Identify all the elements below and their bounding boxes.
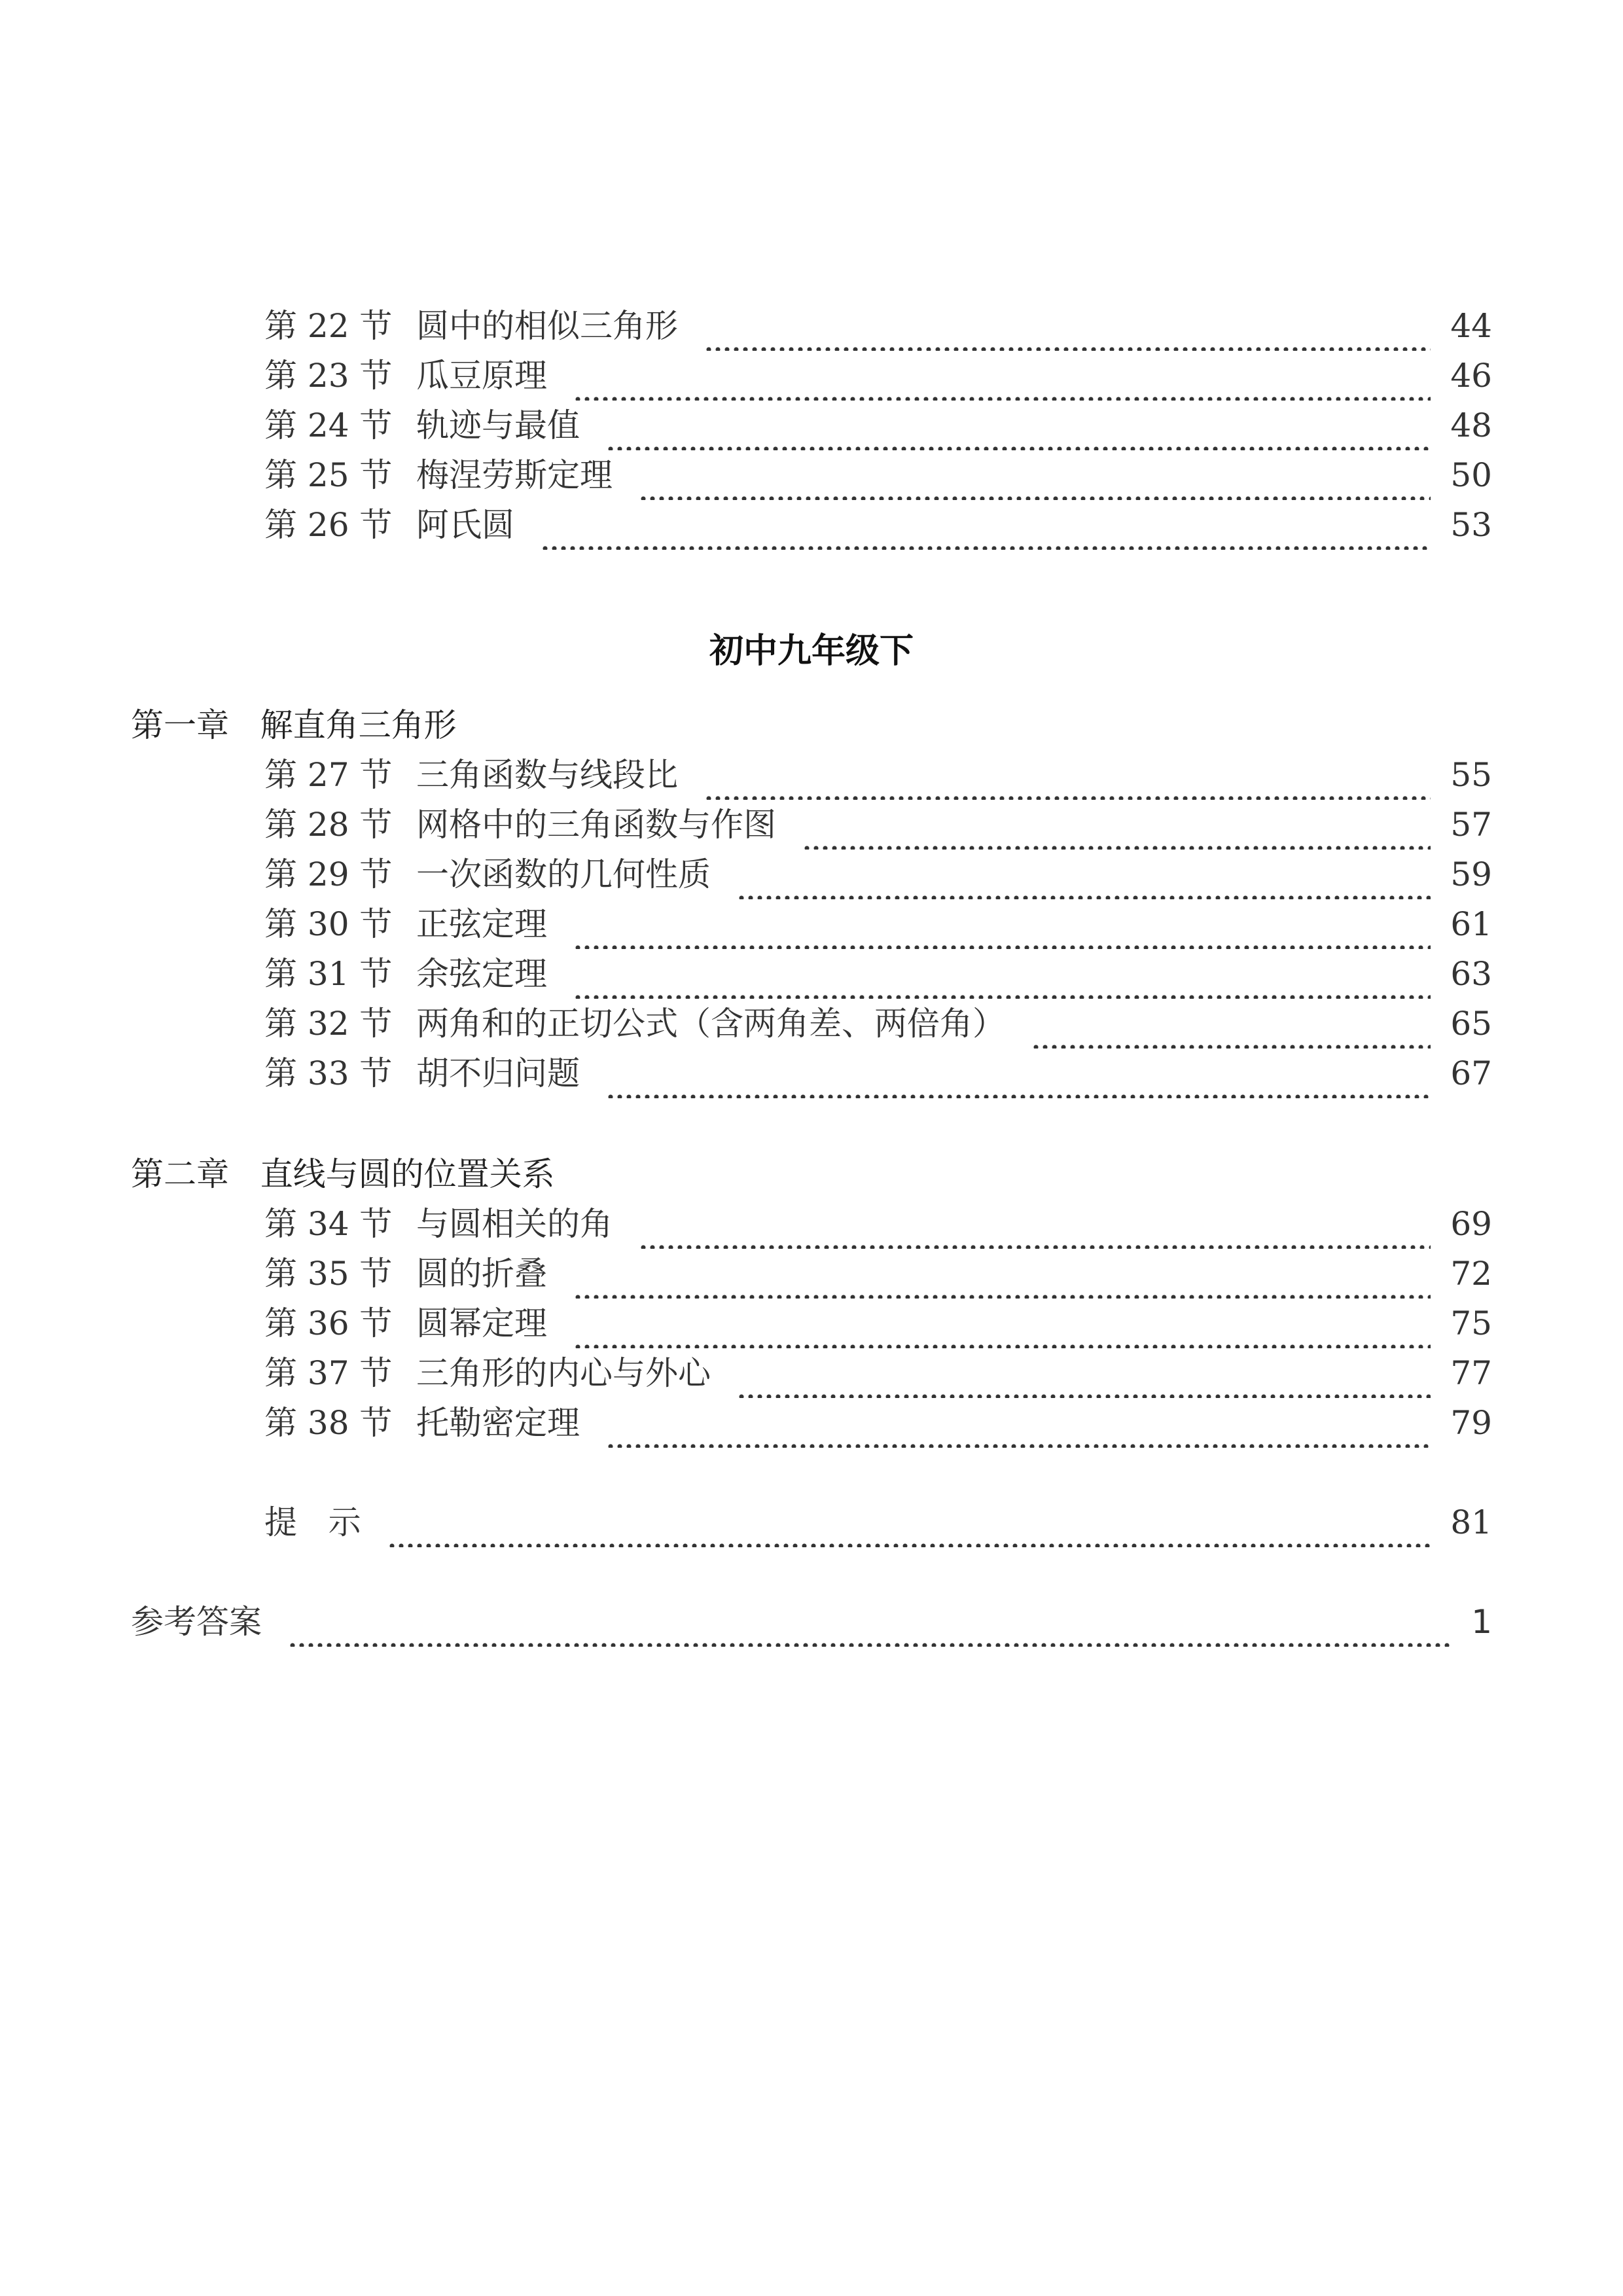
section-title: 圆的折叠 <box>416 1255 547 1293</box>
answers-label: 参考答案 <box>131 1603 262 1641</box>
leader-dots <box>737 850 1431 899</box>
section-number: 第 27 节 <box>264 756 393 794</box>
chapter-heading[interactable]: 第一章 解直角三角形 <box>131 706 457 744</box>
section-number: 第 34 节 <box>264 1205 393 1243</box>
toc-entry[interactable] <box>0 1049 1623 1098</box>
leader-dots <box>1031 999 1431 1049</box>
page-number: 44 <box>1450 307 1492 345</box>
section-title: 轨迹与最值 <box>416 406 580 444</box>
page-number: 67 <box>1450 1054 1492 1092</box>
toc-entry[interactable] <box>0 301 1623 351</box>
page-number: 77 <box>1450 1354 1492 1392</box>
toc-entry[interactable] <box>0 850 1623 899</box>
section-number: 第 29 节 <box>264 855 393 893</box>
section-title: 三角函数与线段比 <box>416 756 678 794</box>
toc-entry[interactable] <box>0 1398 1623 1448</box>
leader-dots <box>639 450 1431 500</box>
toc-entry[interactable] <box>0 800 1623 850</box>
section-title: 一次函数的几何性质 <box>416 855 711 893</box>
section-number: 第 36 节 <box>264 1304 393 1342</box>
toc-entry[interactable] <box>0 899 1623 949</box>
toc-entry[interactable] <box>0 1299 1623 1348</box>
leader-dots <box>802 800 1431 850</box>
page-number: 59 <box>1450 855 1492 893</box>
page-number: 1 <box>1471 1603 1492 1641</box>
section-number: 第 32 节 <box>264 1005 393 1043</box>
section-title: 圆中的相似三角形 <box>416 307 678 345</box>
section-title: 梅涅劳斯定理 <box>416 456 613 494</box>
toc-entry[interactable] <box>0 1199 1623 1249</box>
page-number: 63 <box>1450 955 1492 993</box>
section-title: 托勒密定理 <box>416 1404 580 1442</box>
leader-dots <box>573 949 1431 999</box>
section-number: 第 22 节 <box>264 307 393 345</box>
toc-entry[interactable] <box>0 999 1623 1049</box>
page-number: 55 <box>1450 756 1492 794</box>
section-number: 第 28 节 <box>264 806 393 844</box>
toc-entry[interactable] <box>0 401 1623 450</box>
section-number: 第 37 节 <box>264 1354 393 1392</box>
leader-dots <box>573 899 1431 949</box>
leader-dots <box>606 401 1431 450</box>
section-title: 余弦定理 <box>416 955 547 993</box>
hint-label: 提 示 <box>264 1503 361 1541</box>
toc-entry-hint[interactable] <box>0 1498 1623 1547</box>
toc-entry[interactable] <box>0 351 1623 401</box>
toc-entry[interactable] <box>0 1348 1623 1398</box>
section-title: 瓜豆原理 <box>416 357 547 395</box>
page-number: 65 <box>1450 1005 1492 1043</box>
page-number: 79 <box>1450 1404 1492 1442</box>
section-number: 第 26 节 <box>264 506 393 544</box>
leader-dots <box>387 1498 1431 1547</box>
section-title: 两角和的正切公式（含两角差、两倍角） <box>416 1005 1005 1043</box>
page-number: 69 <box>1450 1205 1492 1243</box>
leader-dots <box>573 1249 1431 1299</box>
leader-dots <box>573 351 1431 401</box>
leader-dots <box>288 1597 1452 1647</box>
page-number: 75 <box>1450 1304 1492 1342</box>
leader-dots <box>573 1299 1431 1348</box>
toc-entry[interactable] <box>0 500 1623 550</box>
toc-entry-answers[interactable] <box>0 1597 1623 1647</box>
leader-dots <box>639 1199 1431 1249</box>
section-number: 第 33 节 <box>264 1054 393 1092</box>
section-number: 第 23 节 <box>264 357 393 395</box>
section-title: 胡不归问题 <box>416 1054 580 1092</box>
section-number: 第 24 节 <box>264 406 393 444</box>
section-title: 圆幂定理 <box>416 1304 547 1342</box>
page-number: 48 <box>1450 406 1492 444</box>
section-title: 阿氏圆 <box>416 506 514 544</box>
toc-entry[interactable] <box>0 1249 1623 1299</box>
toc-entry[interactable] <box>0 949 1623 999</box>
page-number: 81 <box>1450 1503 1492 1541</box>
leader-dots <box>704 301 1431 351</box>
page-number: 50 <box>1450 456 1492 494</box>
part-title: 初中九年级下 <box>709 632 914 671</box>
page-number: 57 <box>1450 806 1492 844</box>
section-number: 第 25 节 <box>264 456 393 494</box>
section-number: 第 38 节 <box>264 1404 393 1442</box>
chapter-heading[interactable]: 第二章 直线与圆的位置关系 <box>131 1155 555 1193</box>
leader-dots <box>541 500 1431 550</box>
section-title: 网格中的三角函数与作图 <box>416 806 776 844</box>
leader-dots <box>606 1049 1431 1098</box>
leader-dots <box>606 1398 1431 1448</box>
section-number: 第 31 节 <box>264 955 393 993</box>
page-number: 61 <box>1450 905 1492 943</box>
leader-dots <box>704 750 1431 800</box>
section-number: 第 35 节 <box>264 1255 393 1293</box>
page-number: 46 <box>1450 357 1492 395</box>
section-title: 正弦定理 <box>416 905 547 943</box>
leader-dots <box>737 1348 1431 1398</box>
page-number: 72 <box>1450 1255 1492 1293</box>
section-number: 第 30 节 <box>264 905 393 943</box>
toc-entry[interactable] <box>0 750 1623 800</box>
section-title: 三角形的内心与外心 <box>416 1354 711 1392</box>
section-title: 与圆相关的角 <box>416 1205 613 1243</box>
toc-entry[interactable] <box>0 450 1623 500</box>
page-number: 53 <box>1450 506 1492 544</box>
